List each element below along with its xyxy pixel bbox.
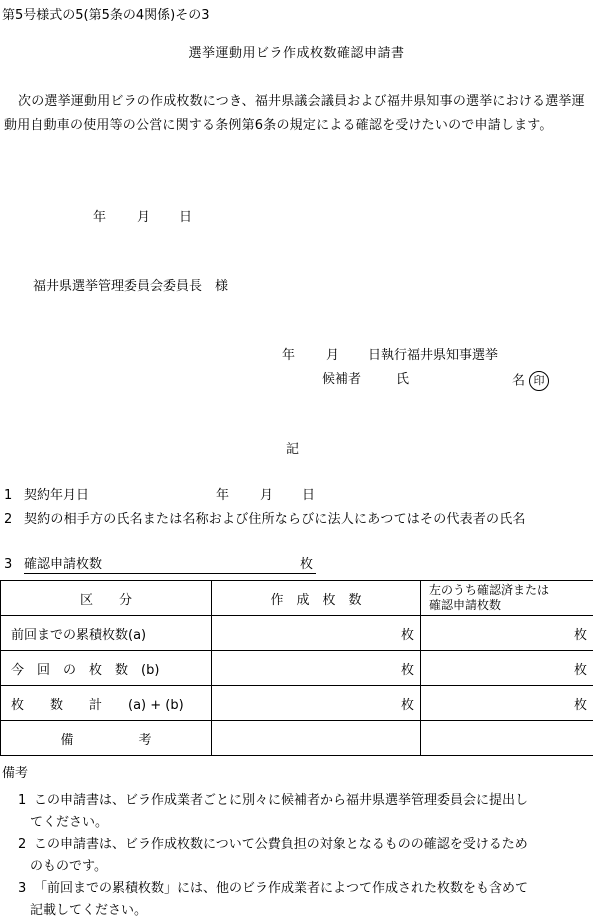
item2-number: 2 <box>4 512 12 528</box>
count-table <box>0 580 593 756</box>
election-name: 日執行福井県知事選挙 <box>368 348 498 364</box>
remark-1-text-b: てください。 <box>4 812 589 834</box>
row-sakusei-cell <box>212 721 421 756</box>
item3-underline-field <box>24 557 316 574</box>
item3-label: 確認申請枚数 <box>24 557 102 572</box>
row-label: 前回までの累積枚数(a) <box>1 616 212 651</box>
remark-2 <box>4 834 589 878</box>
row-sakusei-cell: 枚 <box>212 616 421 651</box>
row-kakunin-cell: 枚 <box>421 651 593 686</box>
header-sakusei-maisu: 作 成 枚 数 <box>212 581 421 616</box>
body-paragraph <box>4 90 589 138</box>
remark-2-text-a: この申請書は、ビラ作成枚数について公費負担の対象となるものの確認を受けるため <box>34 837 528 852</box>
row-sakusei-cell: 枚 <box>212 686 421 721</box>
item3-unit: 枚 <box>300 557 313 573</box>
table-row <box>1 616 593 651</box>
table-row <box>1 686 593 721</box>
seal-mark: 印 <box>529 371 549 391</box>
item1-label: 契約年月日 <box>24 488 89 504</box>
candidate-shi: 氏 <box>396 372 409 388</box>
remarks-heading: 備考 <box>2 766 28 782</box>
table-row <box>1 721 593 756</box>
date-day: 日 <box>179 210 192 226</box>
form-reference: 第5号様式の5(第5条の4関係)その3 <box>2 8 210 24</box>
document-title: 選挙運動用ビラ作成枚数確認申請書 <box>0 46 593 62</box>
remark-3-text-a: 「前回までの累積枚数」には、他のビラ作成業者によつて作成された枚数をも含めて <box>34 881 528 896</box>
date-year: 年 <box>93 210 106 226</box>
remark-1-text-a: この申請書は、ビラ作成業者ごとに別々に候補者から福井県選挙管理委員会に提出し <box>34 793 528 808</box>
table-header-row <box>1 581 593 616</box>
header-kakunin-line1: 左のうち確認済または <box>429 583 589 598</box>
row-kakunin-cell: 枚 <box>421 686 593 721</box>
election-year: 年 <box>282 348 295 364</box>
header-kakunin <box>421 581 593 616</box>
item1-number: 1 <box>4 488 12 504</box>
header-kakunin-line2: 確認申請枚数 <box>429 598 589 613</box>
row-label: 備 考 <box>1 721 212 756</box>
item1-day: 日 <box>302 488 315 504</box>
candidate-mei-text: 名 <box>512 374 525 389</box>
item3-number: 3 <box>4 557 12 573</box>
row-label: 枚 数 計 (a) + (b) <box>1 686 212 721</box>
remark-2-text-b: のものです。 <box>4 856 589 878</box>
table-row <box>1 651 593 686</box>
remark-3-number: 3 <box>4 878 34 900</box>
remark-3-text-b: 記載してください。 <box>4 900 589 922</box>
row-kakunin-cell: 枚 <box>421 616 593 651</box>
row-label: 今 回 の 枚 数 (b) <box>1 651 212 686</box>
item1-year: 年 <box>216 488 229 504</box>
ki-heading: 記 <box>286 442 299 458</box>
row-kakunin-cell <box>421 721 593 756</box>
item1-month: 月 <box>260 488 273 504</box>
election-month: 月 <box>326 348 339 364</box>
body-paragraph-text: 次の選挙運動用ビラの作成枚数につき、福井県議会議員および福井県知事の選挙における選挙運動用自動車の使用等の公営に関する条例第6条の規定による確認を受けたいので申請します。 <box>4 94 585 133</box>
remark-1 <box>4 790 589 834</box>
header-kubun: 区 分 <box>1 581 212 616</box>
date-month: 月 <box>137 210 150 226</box>
remark-3 <box>4 878 589 922</box>
item2-label: 契約の相手方の氏名または名称および住所ならびに法人にあつてはその代表者の氏名 <box>24 512 526 528</box>
remark-1-number: 1 <box>4 790 34 812</box>
candidate-mei <box>512 371 549 391</box>
candidate-label: 候補者 <box>322 372 361 388</box>
addressee: 福井県選挙管理委員会委員長 様 <box>33 279 228 295</box>
remark-2-number: 2 <box>4 834 34 856</box>
row-sakusei-cell: 枚 <box>212 651 421 686</box>
